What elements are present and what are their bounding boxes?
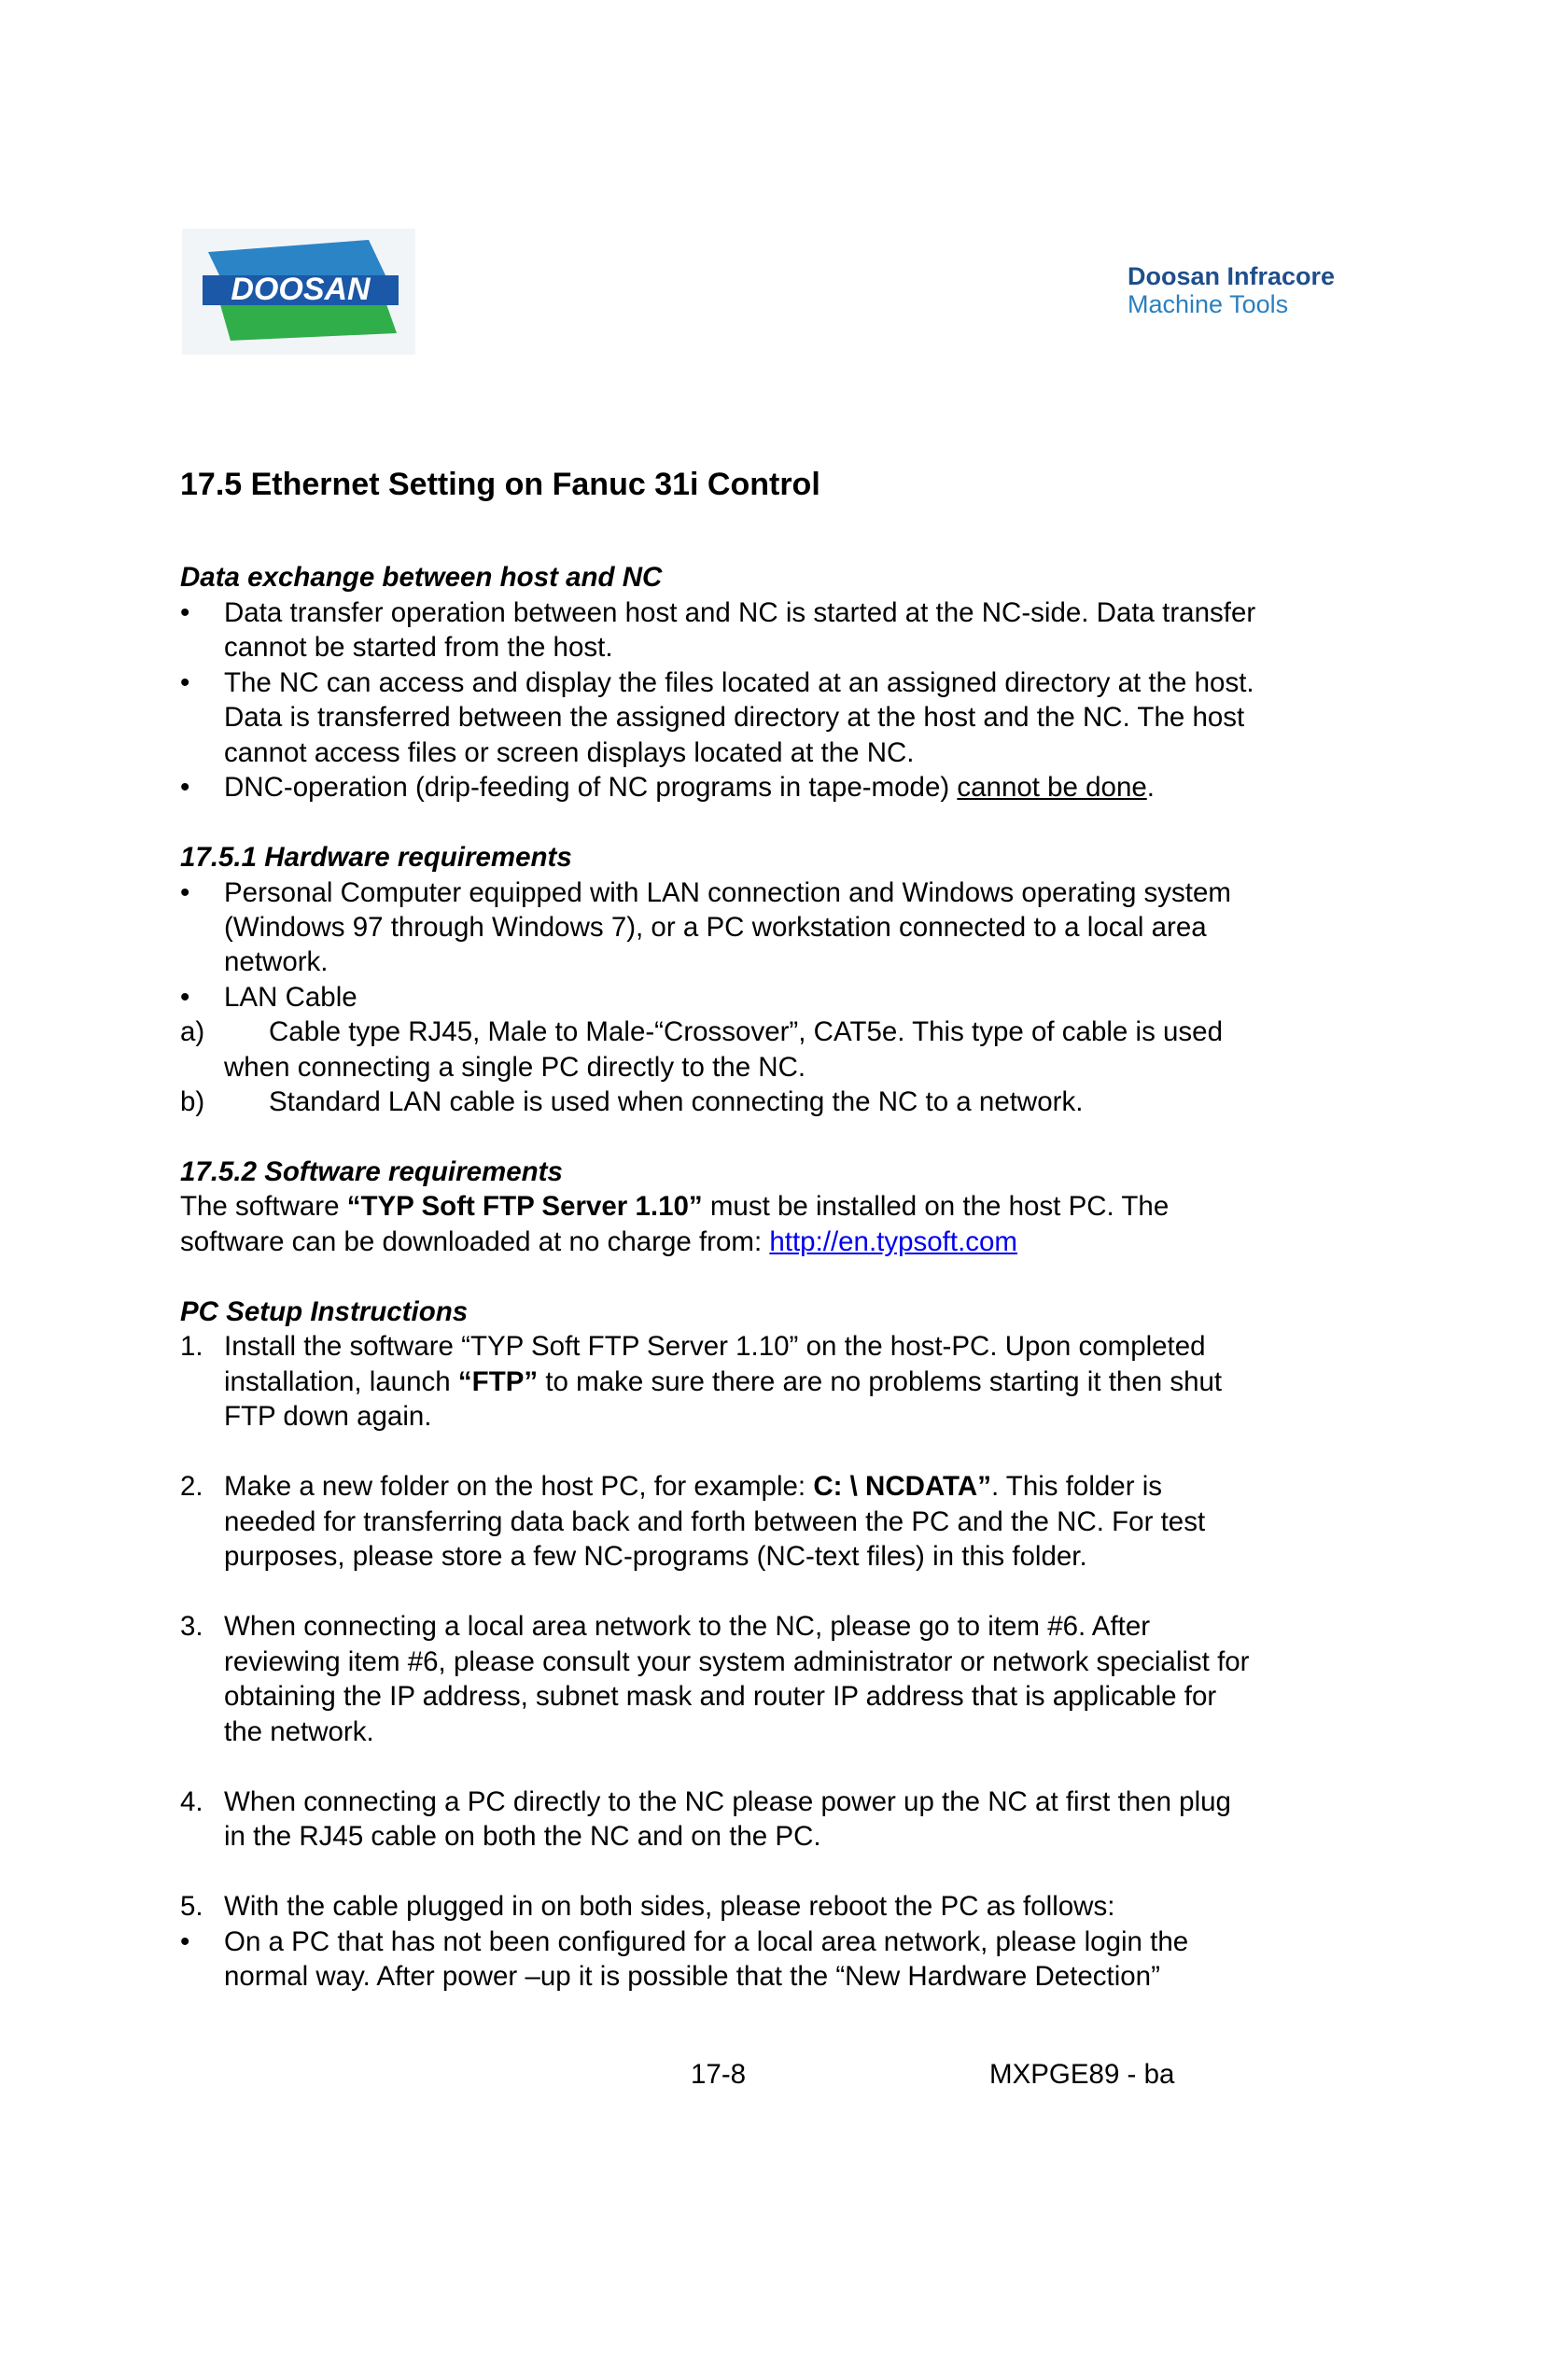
list-text: needed for transferring data back and forth between the PC and the NC. For test: [224, 1506, 1206, 1537]
section-title: 17.5 Ethernet Setting on Fanuc 31i Control: [180, 467, 820, 502]
bullet-text: (Windows 97 through Windows 7), or a PC workstation connected to a local area: [224, 912, 1207, 943]
list-number: 1.: [180, 1331, 203, 1362]
bullet-text: Data transfer operation between host and NC is started at the NC-side. Data transfer: [224, 597, 1256, 628]
typsoft-link[interactable]: http://en.typsoft.com: [769, 1226, 1017, 1257]
bullet-text: cannot be started from the host.: [224, 632, 613, 663]
bullet-text: network.: [224, 946, 329, 977]
bullet-text: On a PC that has not been configured for a local area network, please login the: [224, 1926, 1189, 1957]
list-text: reviewing item #6, please consult your system administrator or network specialist for: [224, 1646, 1250, 1677]
list-number: 4.: [180, 1786, 203, 1817]
heading-data-exchange: Data exchange between host and NC: [180, 562, 663, 593]
bullet-icon: •: [180, 1926, 190, 1957]
paragraph-line: software can be downloaded at no charge from: http://en.typsoft.com: [180, 1226, 1017, 1257]
page-number: 17-8: [691, 2059, 747, 2090]
list-text: Install the software “TYP Soft FTP Server 1.10” on the host-PC. Upon completed: [224, 1331, 1206, 1362]
list-text: purposes, please store a few NC-programs (NC-text files) in this folder.: [224, 1541, 1087, 1572]
list-text: With the cable plugged in on both sides, please reboot the PC as follows:: [224, 1891, 1115, 1922]
bullet-text: Data is transferred between the assigned directory at the host and the NC. The host: [224, 702, 1245, 733]
list-text: Make a new folder on the host PC, for example: C: \ NCDATA”. This folder is: [224, 1471, 1163, 1502]
list-text: installation, launch “FTP” to make sure there are no problems starting it then shut: [224, 1366, 1223, 1397]
bullet-icon: •: [180, 877, 190, 908]
bullet-icon: •: [180, 597, 190, 628]
underlined-text: cannot be done: [957, 772, 1147, 803]
document-code: MXPGE89 - ba: [989, 2059, 1175, 2090]
list-marker: a): [180, 1016, 205, 1047]
doosan-logo: [182, 229, 415, 355]
bullet-text: normal way. After power –up it is possible that the “New Hardware Detection”: [224, 1961, 1160, 1992]
bullet-text: Personal Computer equipped with LAN connection and Windows operating system: [224, 877, 1231, 908]
company-name: [1128, 262, 1335, 318]
list-text: When connecting a PC directly to the NC please power up the NC at first then plug: [224, 1786, 1231, 1817]
list-text: Standard LAN cable is used when connecting the NC to a network.: [269, 1086, 1084, 1117]
company-line-1: Doosan Infracore: [1128, 262, 1336, 290]
bullet-text: The NC can access and display the files located at an assigned directory at the host.: [224, 667, 1254, 698]
bullet-icon: •: [180, 982, 190, 1013]
bullet-icon: •: [180, 772, 190, 803]
list-marker: b): [180, 1086, 205, 1117]
bullet-icon: •: [180, 667, 190, 698]
bullet-text: DNC-operation (drip-feeding of NC programs in tape-mode) cannot be done.: [224, 772, 1155, 803]
list-text: when connecting a single PC directly to the NC.: [224, 1052, 806, 1083]
bullet-text: cannot access files or screen displays located at the NC.: [224, 737, 915, 768]
list-number: 5.: [180, 1891, 203, 1922]
list-text: obtaining the IP address, subnet mask and router IP address that is applicable for: [224, 1681, 1217, 1712]
list-text: Cable type RJ45, Male to Male-“Crossover”, CAT5e. This type of cable is used: [269, 1016, 1223, 1047]
bullet-text: LAN Cable: [224, 982, 357, 1013]
list-number: 2.: [180, 1471, 203, 1502]
list-text: FTP down again.: [224, 1401, 432, 1432]
heading-pc-setup: PC Setup Instructions: [180, 1296, 469, 1327]
logo-text: DOOSAN: [231, 272, 371, 307]
list-text: the network.: [224, 1716, 374, 1747]
heading-software: 17.5.2 Software requirements: [180, 1156, 563, 1187]
list-text: in the RJ45 cable on both the NC and on the PC.: [224, 1821, 821, 1852]
list-number: 3.: [180, 1611, 203, 1642]
company-line-2: Machine Tools: [1128, 290, 1289, 318]
list-text: When connecting a local area network to the NC, please go to item #6. After: [224, 1611, 1151, 1642]
paragraph-line: The software “TYP Soft FTP Server 1.10” must be installed on the host PC. The: [180, 1191, 1170, 1222]
heading-hardware: 17.5.1 Hardware requirements: [180, 842, 572, 873]
